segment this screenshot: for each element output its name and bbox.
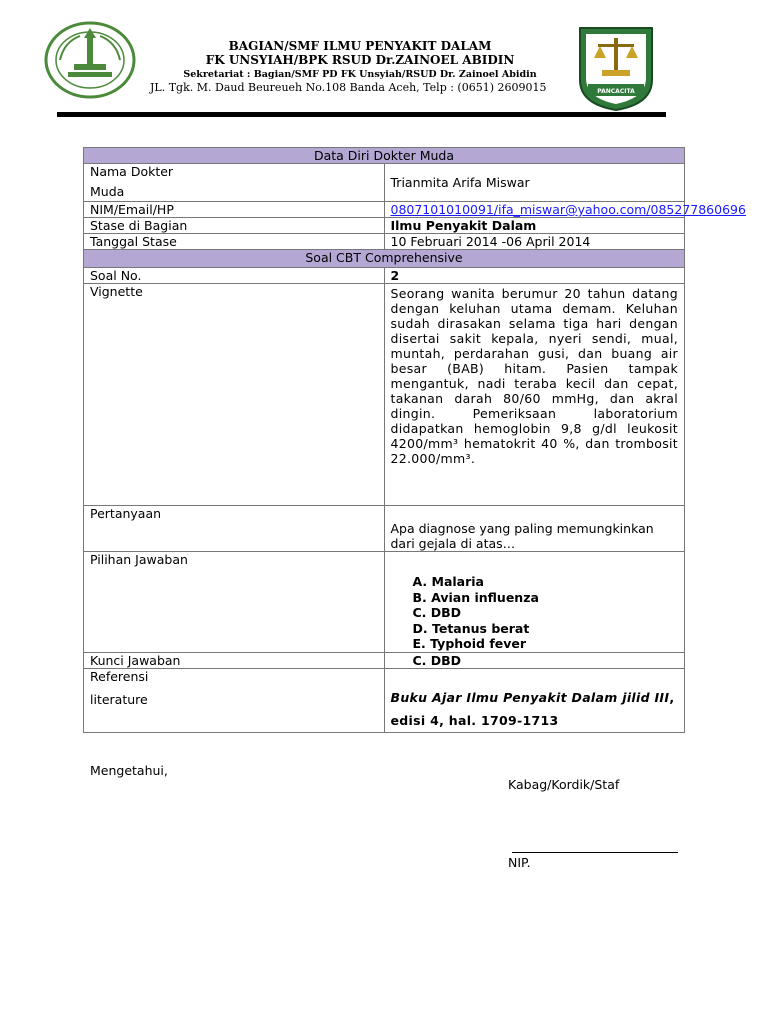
header-address: JL. Tgk. M. Daud Beureueh No.108 Banda Aceh, Telp : (0651) 2609015: [150, 81, 547, 94]
soal-label: Soal No.: [84, 268, 385, 284]
kunci-label: Kunci Jawaban: [84, 652, 385, 668]
nama-label-line1: Nama Dokter: [90, 164, 174, 179]
option-d: D. Tetanus berat: [412, 620, 530, 636]
aceh-emblem-icon: [576, 24, 656, 112]
referensi-label-line1: Referensi: [90, 668, 149, 684]
referensi-label-line2: literature: [90, 691, 148, 707]
nim-label: NIM/Email/HP: [84, 202, 385, 218]
nim-email-hp-link[interactable]: 0807101010091/ifa_miswar@yahoo.com/085277860696: [390, 202, 746, 217]
nama-label: [84, 164, 385, 202]
header-secretariat: Sekretariat : Bagian/SMF PD FK Unsyiah/RSUD Dr. Zainoel Abidin: [183, 69, 537, 80]
header-department: BAGIAN/SMF ILMU PENYAKIT DALAM: [228, 39, 492, 53]
tanggal-value: 10 Februari 2014 -06 April 2014: [384, 234, 685, 250]
pertanyaan-label: Pertanyaan: [84, 506, 385, 552]
pilihan-label: Pilihan Jawaban: [84, 552, 385, 653]
kunci-value: C. DBD: [384, 652, 685, 668]
emblem-label: PANCACITA: [597, 88, 635, 95]
nama-value: Trianmita Arifa Miswar: [384, 164, 685, 202]
stase-value: Ilmu Penyakit Dalam: [384, 218, 685, 234]
stase-label: Stase di Bagian: [84, 218, 385, 234]
nip-label: NIP.: [508, 855, 531, 870]
jabatan-text: Kabag/Kordik/Staf: [508, 777, 620, 792]
options-cell: [384, 552, 685, 653]
option-b: B. Avian influenza: [412, 589, 539, 605]
referensi-value: [384, 668, 685, 732]
referensi-book-title: Buku Ajar Ilmu Penyakit Dalam jilid III: [390, 689, 670, 705]
options-list: [391, 574, 679, 652]
section-title-data-diri: Data Diri Dokter Muda: [84, 148, 685, 164]
signature-line: [512, 852, 678, 853]
referensi-label: [84, 668, 385, 732]
option-e: E. Typhoid fever: [412, 636, 527, 651]
header-institution: FK UNSYIAH/BPK RSUD Dr.ZAINOEL ABIDIN: [205, 53, 515, 67]
option-c: C. DBD: [412, 605, 462, 620]
vignette-text: Seorang wanita berumur 20 tahun datang dengan keluhan utama demam. Keluhan sudah dirasakan selama tiga hari dengan disertai sakit kepala, nyeri sendi, mual, muntah, perdarahan gusi, dan buang air besar (BAB) hitam. Pasien tampak mengantuk, nadi teraba kecil dan cepat, takanan darah 80/60 mmHg, dan akral dingin. Pemeriksaan laboratorium didapatkan hemoglobin 9,8 g/dl leukosit 4200/mm³ hematokrit 40 %, dan trombosit 22.000/mm³.: [384, 284, 685, 506]
nama-label-line2: Muda: [90, 184, 125, 199]
header-divider: [57, 112, 666, 117]
vignette-label: Vignette: [84, 284, 385, 506]
doctor-data-table: [83, 147, 746, 733]
mengetahui-text: Mengetahui,: [90, 763, 168, 778]
soal-value: 2: [384, 268, 685, 284]
university-logo-icon: [42, 20, 138, 100]
referensi-edition: , edisi 4, hal. 1709-1713: [390, 689, 675, 728]
pertanyaan-text: Apa diagnose yang paling memungkinkan dari gejala di atas…: [384, 506, 685, 552]
option-a: A. Malaria: [412, 574, 484, 589]
tanggal-label: Tanggal Stase: [84, 234, 385, 250]
section-title-soal: Soal CBT Comprehensive: [84, 250, 685, 268]
